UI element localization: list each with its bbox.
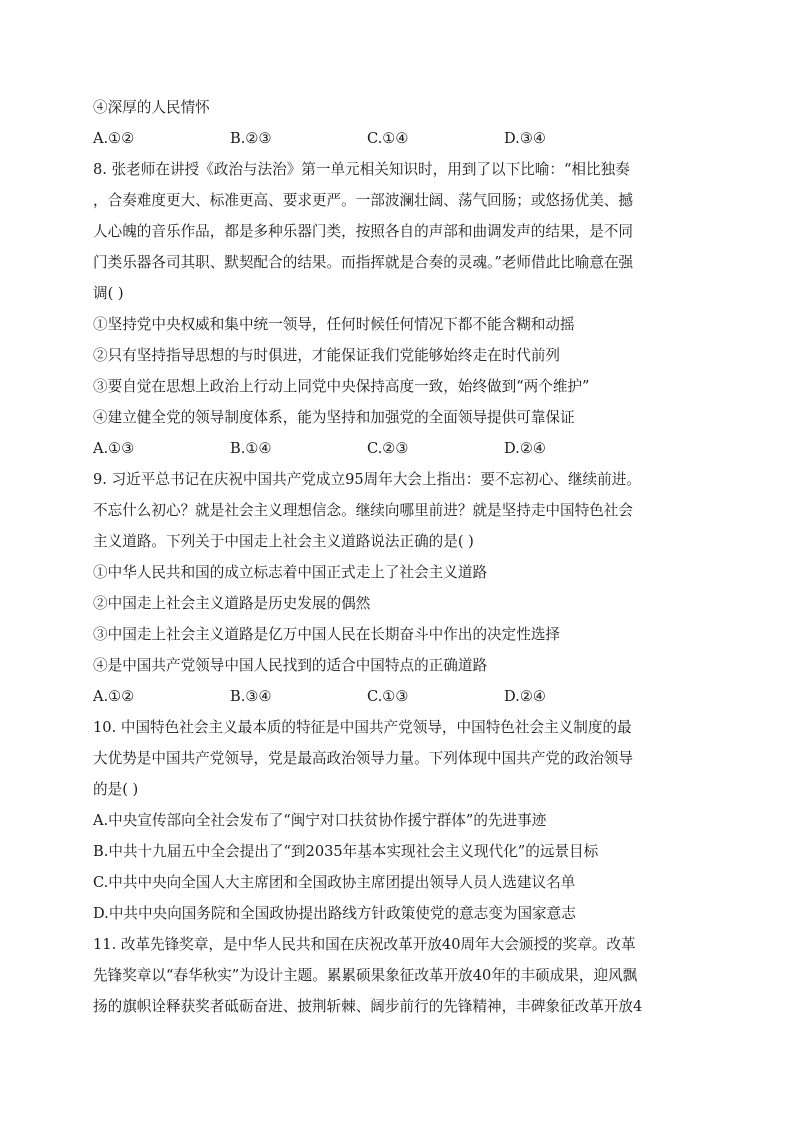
- text-line: C.中共中央向全国人大主席团和全国政协主席团提出领导人员人选建议名单: [93, 874, 576, 891]
- text-line: 8. 张老师在讲授《政治与法治》第一单元相关知识时，用到了以下比喻：“相比独奏: [93, 161, 630, 178]
- text-line: 的是( ): [93, 781, 139, 798]
- text-line: 扬的旗帜诠释获奖者砥砺奋进、披荆斩棘、阔步前行的先锋精神，丰碑象征改革开放4: [93, 998, 643, 1015]
- answer-option: B.②③: [230, 130, 272, 147]
- answer-option: D.②④: [504, 688, 546, 705]
- text-line: A.中央宣传部向全社会发布了“闽宁对口扶贫协作援宁群体”的先进事迹: [93, 812, 547, 829]
- answer-option: B.①④: [230, 440, 272, 457]
- text-line: 主义道路。下列关于中国走上社会主义道路说法正确的是( ): [93, 533, 474, 550]
- answer-option: D.③④: [504, 130, 546, 147]
- text-line: ④是中国共产党领导中国人民找到的适合中国特点的正确道路: [93, 657, 488, 674]
- text-line: ，合奏难度更大、标准更高、要求更严。一部波澜壮阔、荡气回肠；或悠扬优美、撼: [93, 192, 633, 209]
- answer-options-row: [93, 123, 713, 154]
- text-line: ①坚持党中央权威和集中统一领导，任何时候任何情况下都不能含糊和动摇: [93, 316, 575, 333]
- text-line: ③要自觉在思想上政治上行动上同党中央保持高度一致，始终做到“两个维护”: [93, 378, 590, 395]
- text-line: 11. 改革先锋奖章，是中华人民共和国在庆祝改革开放40周年大会颁授的奖章。改革: [93, 936, 636, 953]
- answer-option: A.①③: [93, 440, 135, 457]
- answer-options-row: [93, 433, 713, 464]
- text-line: 10. 中国特色社会主义最本质的特征是中国共产党领导，中国特色社会主义制度的最: [93, 719, 632, 736]
- text-line: 人心魄的音乐作品，都是多种乐器门类，按照各自的声部和曲调发声的结果，是不同: [93, 223, 633, 240]
- answer-options-row: [93, 681, 713, 712]
- answer-option: A.①②: [93, 130, 135, 147]
- text-line: D.中共中央向国务院和全国政协提出路线方针政策使党的意志变为国家意志: [93, 905, 576, 922]
- text-line: 大优势是中国共产党领导，党是最高政治领导力量。下列体现中国共产党的政治领导: [93, 750, 633, 767]
- text-line: ④建立健全党的领导制度体系，能为坚持和加强党的全面领导提供可靠保证: [93, 409, 575, 426]
- text-line: 先锋奖章以“春华秋实”为设计主题。累累硕果象征改革开放40年的丰硕成果，迎风飘: [93, 967, 638, 984]
- answer-option: A.①②: [93, 688, 135, 705]
- text-line: 调( ): [93, 285, 124, 302]
- text-line: B.中共十九届五中全会提出了“到2035年基本实现社会主义现代化”的远景目标: [93, 843, 599, 860]
- answer-option: D.②④: [504, 440, 546, 457]
- text-line: 不忘什么初心？就是社会主义理想信念。继续向哪里前进？就是坚持走中国特色社会: [93, 502, 633, 519]
- answer-option: C.①③: [367, 688, 409, 705]
- text-line: ②中国走上社会主义道路是历史发展的偶然: [93, 595, 371, 612]
- text-line: ④深厚的人民情怀: [93, 99, 210, 116]
- text-line: ②只有坚持指导思想的与时俱进，才能保证我们党能够始终走在时代前列: [93, 347, 561, 364]
- answer-option: B.③④: [230, 688, 272, 705]
- text-line: ③中国走上社会主义道路是亿万中国人民在长期奋斗中作出的决定性选择: [93, 626, 561, 643]
- document-page: [93, 92, 713, 1022]
- text-line: 门类乐器各司其职、默契配合的结果。而指挥就是合奏的灵魂。”老师借此比喻意在强: [93, 254, 634, 271]
- answer-option: C.①④: [367, 130, 409, 147]
- text-line: ①中华人民共和国的成立标志着中国正式走上了社会主义道路: [93, 564, 488, 581]
- text-line: 9. 习近平总书记在庆祝中国共产党成立95周年大会上指出：要不忘初心、继续前进。: [93, 471, 641, 488]
- answer-option: C.②③: [367, 440, 409, 457]
